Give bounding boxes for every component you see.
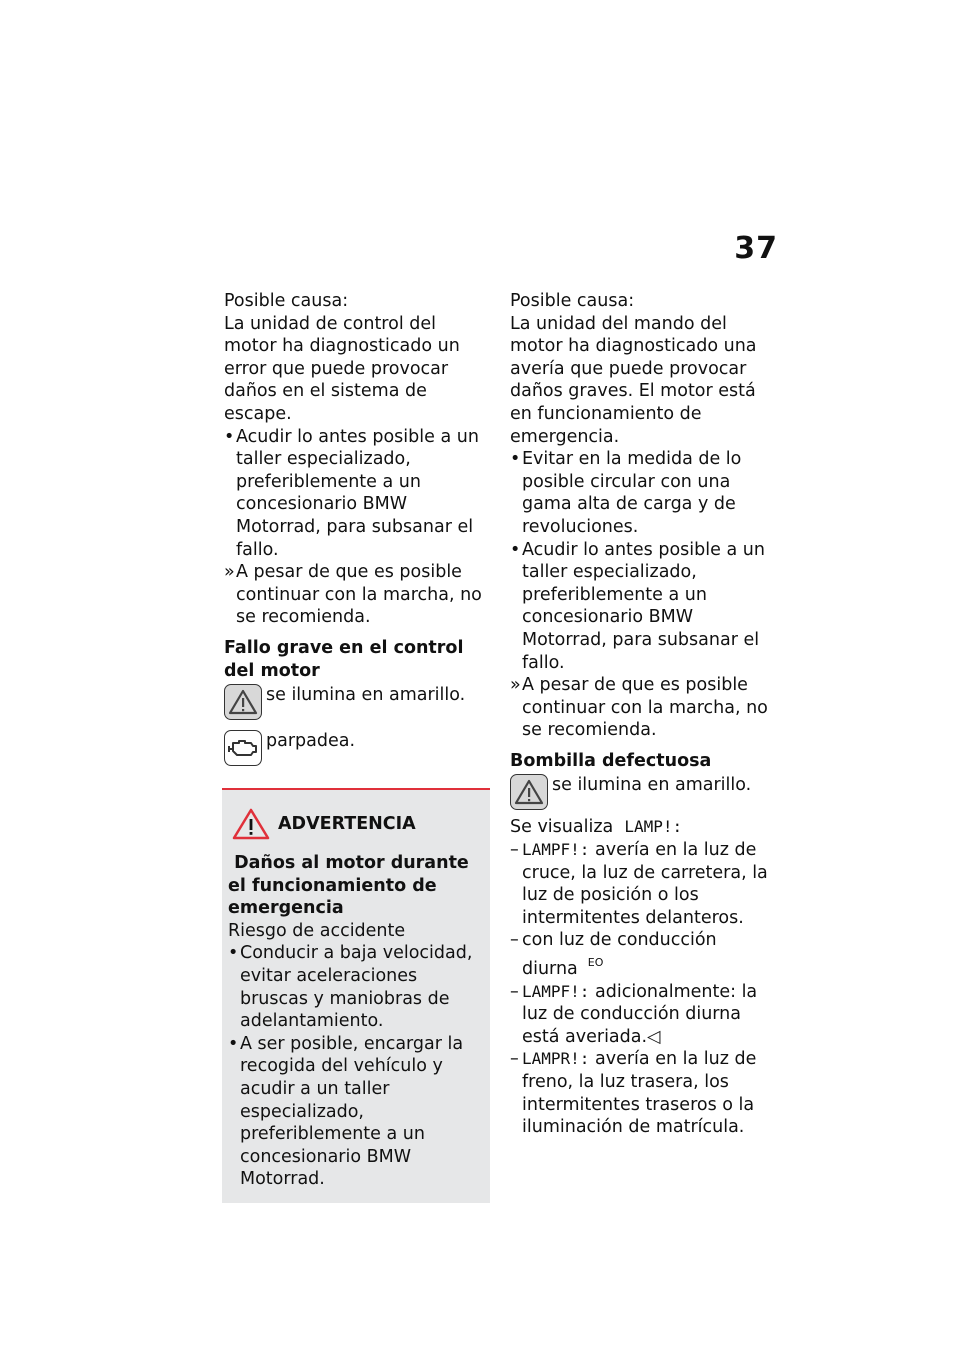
- bullet-icon: •: [228, 1033, 239, 1054]
- warning-title: ADVERTENCIA: [278, 813, 416, 834]
- warning-bullet: • A ser posible, encargar la recogida del vehículo y acudir a un taller especializado, preferiblemente a un concesionario BMW Motorrad.: [228, 1033, 464, 1190]
- bullet-icon: •: [224, 426, 235, 447]
- equipment-option-label: EO: [587, 956, 604, 970]
- result-arrow-icon: »: [510, 675, 521, 696]
- action-bullet: • Evitar en la medida de lo posible circular con una gama alta de carga y de revoluciones.: [510, 449, 742, 537]
- bullet-icon: •: [228, 943, 239, 964]
- warning-lamp-text: se ilumina en amarillo.: [266, 685, 466, 706]
- warning-lamp-row: [224, 684, 490, 720]
- bullet-icon: •: [510, 449, 521, 470]
- warning-bullet: • Conducir a baja velocidad, evitar aceleraciones bruscas y maniobras de adelantamiento.: [228, 943, 473, 1032]
- page-number: 37: [734, 231, 778, 266]
- display-line: Se visualiza LAMP!:: [510, 817, 683, 838]
- cause-label: Posible causa:: [510, 291, 635, 311]
- warning-triangle-icon: [232, 808, 270, 840]
- cause-text: La unidad del mando del motor ha diagnosticado una avería que puede provocar daños graves. El motor está en funcionamiento de emergencia.: [510, 313, 757, 447]
- engine-check-icon: [224, 730, 262, 766]
- section-heading: Fallo grave en el control del motor: [224, 637, 464, 681]
- fault-item: – con luz de conducción diurna $^{EO}$: [510, 930, 717, 980]
- cause-label: Posible causa:: [224, 291, 349, 311]
- result-item: » A pesar de que es posible continuar con la marcha, no se recomienda.: [224, 562, 482, 628]
- engine-lamp-row: [224, 730, 490, 766]
- section-heading: Bombilla defectuosa: [510, 750, 712, 771]
- cause-text: La unidad de control del motor ha diagnosticado un error que puede provocar daños en el sistema de escape.: [224, 313, 460, 424]
- display-code: LAMP!:: [624, 817, 683, 837]
- engine-lamp-text: parpadea.: [266, 731, 356, 752]
- result-item: » A pesar de que es posible continuar con la marcha, no se recomienda.: [510, 675, 768, 741]
- bulb-lamp-row: [510, 774, 782, 810]
- general-warning-light-icon: [224, 684, 262, 720]
- result-arrow-icon: »: [224, 562, 235, 583]
- dash-icon: –: [510, 981, 519, 1002]
- dash-icon: –: [510, 840, 519, 861]
- dash-icon: –: [510, 1049, 519, 1070]
- warning-risk: Riesgo de accidente: [228, 920, 406, 941]
- action-bullet: • Acudir lo antes posible a un taller especializado, preferiblemente a un concesionario BMW Motorrad, para subsanar el fallo.: [510, 539, 765, 673]
- fault-item: – LAMPF!: avería en la luz de cruce, la luz de carretera, la luz de posición o los intermitentes delanteros.: [510, 840, 768, 928]
- fault-item: – LAMPR!: avería en la luz de freno, la luz trasera, los intermitentes traseros o la iluminación de matrícula.: [510, 1049, 757, 1138]
- right-column: [510, 290, 782, 1139]
- left-column: [224, 290, 490, 1203]
- general-warning-light-icon: [510, 774, 548, 810]
- warning-panel: [222, 788, 490, 1203]
- warning-subtitle: Daños al motor durante el funcionamiento de emergencia: [228, 853, 469, 919]
- dash-icon: –: [510, 930, 519, 951]
- bullet-icon: •: [510, 539, 521, 560]
- bulb-lamp-text: se ilumina en amarillo.: [552, 775, 752, 796]
- warning-title-row: [232, 808, 482, 840]
- action-bullet: • Acudir lo antes posible a un taller especializado, preferiblemente a un concesionario BMW Motorrad, para subsanar el fallo.: [224, 426, 479, 560]
- fault-item: – LAMPF!: adicionalmente: la luz de conducción diurna está averiada.◁: [510, 981, 758, 1047]
